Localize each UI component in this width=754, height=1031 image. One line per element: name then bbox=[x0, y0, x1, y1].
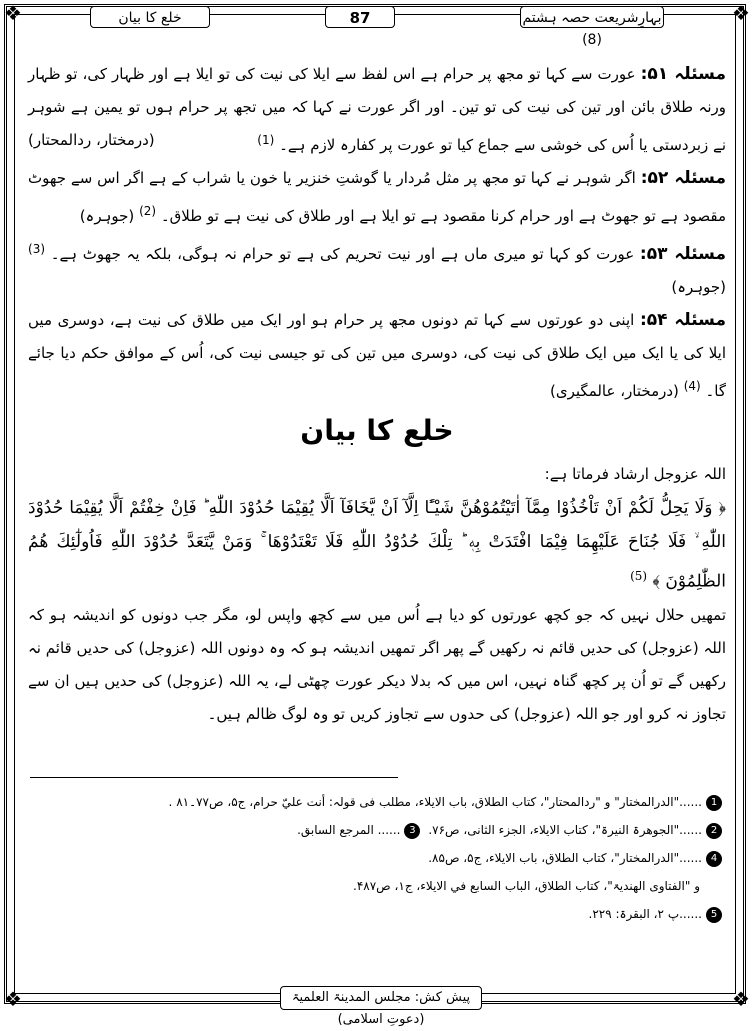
masala-reference: (درمختار، عالمگیری) bbox=[550, 382, 679, 400]
footnote-text: ......"الدرالمختار"، کتاب الطلاق، باب الایلاء، ج۵، ص۸۵. bbox=[428, 851, 702, 865]
masala-label: مسئلہ ۵۲: bbox=[640, 168, 726, 188]
footnote-text: ......"الجوھرۃ النیرۃ"، کتاب الایلاء، الجزء الثانی، ص۷۶. bbox=[428, 823, 702, 837]
masala-reference: (درمختار، ردالمحتار) bbox=[28, 131, 155, 149]
corner-ornament-icon: ❖ bbox=[732, 987, 750, 1011]
footnote-mark: (3) bbox=[28, 242, 46, 256]
masala-54 bbox=[28, 304, 726, 408]
masala-label: مسئلہ ۵۱: bbox=[640, 64, 726, 84]
quran-section bbox=[28, 458, 726, 731]
masala-51 bbox=[28, 58, 726, 162]
footnote-number: 3 bbox=[404, 823, 420, 839]
header-topic: خلع کا بیان bbox=[90, 6, 210, 28]
intro-line: اللہ عزوجل ارشاد فرماتا ہے: bbox=[544, 465, 726, 483]
footnote-text: و "الفتاوی الھندیۃ"، کتاب الطلاق، الباب السابع في الایلاء، ج۱، ص۴۸۷. bbox=[353, 879, 700, 893]
header-book-title: بہارِشریعت حصہ ہشتم (8) bbox=[520, 6, 664, 28]
footnote-item bbox=[28, 788, 726, 816]
masala-reference: (جوہرہ) bbox=[79, 207, 135, 225]
footnotes bbox=[28, 788, 726, 928]
masala-label: مسئلہ ۵۳: bbox=[639, 244, 726, 264]
ayah-translation: تمھیں حلال نہیں کہ جو کچھ عورتوں کو دیا ہے اُس میں سے کچھ واپس لو، مگر جب دونوں کو اندیشہ ہو کہ اللہ (عزوجل) کی حدیں قائم نہ رکھیں گے پھر اگر تمھیں اندیشہ ہو کہ وہ دونوں اللہ (عزوجل) کی حدیں قائم نہ رکھیں گے تو اُن پر کچھ گناہ نہیں، اس میں کہ بدلا دیکر عورت چھٹی لے، یہ اللہ (عزوجل) کی حدیں ہیں ان سے تجاوز نہ کرو اور جو اللہ (عزوجل) کی حدوں سے تجاوز کریں تو وہ لوگ ظالم ہیں۔ bbox=[28, 605, 726, 723]
footnote-mark: (4) bbox=[683, 379, 701, 393]
footnote-number: 4 bbox=[706, 851, 722, 867]
ayah-text: ﴿ وَلَا يَحِلُّ لَكُمْ اَنْ تَاْخُذُوْا مِمَّآ اٰتَيْتُمُوْهُنَّ شَيْـًٔا اِلَّآ اَنْ يَّخَافَآ اَلَّا يُقِيْمَا حُدُوْدَ اللّٰهِ ؕ فَاِنْ خِفْتُمْ اَلَّا يُقِيْمَا حُدُوْدَ اللّٰهِ ۙ فَلَا جُنَاحَ عَلَيْهِمَا فِيْمَا افْتَدَتْ بِهٖ ؕ تِلْكَ حُدُوْدُ اللّٰهِ فَلَا تَعْتَدُوْهَا ۚ وَمَنْ يَّتَعَدَّ حُدُوْدَ اللّٰهِ فَاُولٰٓئِكَ هُمُ الظّٰلِمُوْنَ ﴾ bbox=[28, 498, 726, 592]
corner-ornament-icon: ❖ bbox=[4, 987, 22, 1011]
footnote-item bbox=[28, 844, 726, 872]
footnote-number: 2 bbox=[706, 823, 722, 839]
footnote-item bbox=[28, 872, 726, 900]
footnote-item bbox=[28, 816, 726, 844]
footnote-text: ......"الدرالمختار" و "ردالمحتار"، کتاب الطلاق، باب الایلاء، مطلب فی قولہ: أنت عليّ حرام، ج۵، ص۷۷۔۸۱ . bbox=[168, 795, 702, 809]
footnote-mark: (2) bbox=[139, 204, 157, 218]
footnote-number: 5 bbox=[706, 907, 722, 923]
footnote-text: ...... المرجع السابق. bbox=[297, 823, 401, 837]
masala-reference: (جوہرہ) bbox=[671, 278, 726, 296]
footnote-mark: (5) bbox=[630, 569, 648, 583]
page-footer: پیش کش: مجلس المدینۃ العلمیۃ (دعوتِ اسلامی) bbox=[280, 986, 482, 1010]
footnote-separator bbox=[30, 777, 398, 778]
footnote-item bbox=[28, 900, 726, 928]
page-number: 87 bbox=[325, 6, 395, 28]
masala-53 bbox=[28, 233, 726, 304]
section-title: خلع کا بیان bbox=[300, 414, 454, 447]
page-header bbox=[90, 2, 664, 48]
masala-text: اپنی دو عورتوں سے کہا تم دونوں مجھ پر حرام ہو اور ایک میں طلاق کی نیت ہے، دوسری میں ایلا کی یا ایک میں ایک طلاق کی نیت کی، دوسری میں تین کی تو جیسی نیت کی، اُس کے موافق حکم دیا جائے گا۔ bbox=[28, 311, 726, 400]
masala-text: اگر شوہر نے کہا تو مجھ پر مثل مُردار یا گوشتِ خنزیر یا خون یا شراب کے ہے اگر اس سے جھوٹ مقصود ہے تو جھوٹ ہے اور حرام کرنا مقصود ہے تو ایلا ہے اور طلاق کی نیت ہے تو طلاق۔ bbox=[28, 169, 726, 225]
masail-section bbox=[28, 58, 726, 408]
masala-text: عورت سے کہا تو مجھ پر حرام ہے اس لفظ سے ایلا کی نیت کی تو ایلا ہے اور ظہار کی، تو ظہار ورنہ طلاق بائن اور تین کی نیت کی تو تین۔ اور اگر عورت نے کہا کہ میں تجھ پر حرام ہوں تو یمین ہے شوہر نے زبردستی یا اُس کی خوشی سے جماع کیا تو عورت پر کفارہ لازم ہے۔ bbox=[28, 65, 726, 154]
corner-ornament-icon: ❖ bbox=[4, 1, 22, 25]
masala-label: مسئلہ ۵۴: bbox=[639, 310, 726, 330]
quran-ayah bbox=[28, 491, 726, 599]
masala-52 bbox=[28, 162, 726, 233]
masala-text: عورت کو کہا تو میری ماں ہے اور نیت تحریم کی ہے تو حرام نہ ہوگی، بلکہ یہ جھوٹ ہے۔ bbox=[50, 245, 635, 263]
footnote-number: 1 bbox=[706, 795, 722, 811]
corner-ornament-icon: ❖ bbox=[732, 1, 750, 25]
footnote-mark: (1) bbox=[257, 133, 275, 147]
footnote-text: ......پ ۲، البقرۃ: ۲۲۹. bbox=[588, 907, 702, 921]
